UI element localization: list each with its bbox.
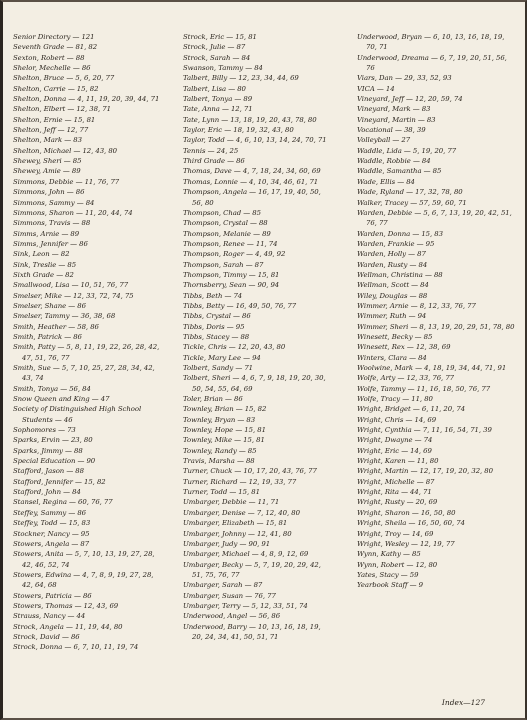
index-entry: Winters, Clara — 84 [357, 353, 427, 362]
index-entry: Vocational — 38, 39 [357, 126, 426, 135]
index-entry: Tibbs, Crystal — 86 [183, 312, 251, 321]
index-entry: Winesett, Rex — 12, 38, 69 [357, 343, 451, 352]
index-entry: Townley, Hope — 15, 81 [183, 426, 266, 435]
index-entry: Waddle, Lida — 5, 19, 20, 77 [357, 146, 457, 155]
index-entry: Thompson, Chad — 85 [183, 208, 261, 217]
index-entry: Stafford, Jason — 88 [13, 467, 84, 476]
index-entry: Shelton, Carrie — 15, 82 [13, 84, 99, 93]
index-entry: Waddle, Robbie — 84 [357, 157, 431, 166]
index-entry: Vineyard, Jeff — 12, 20, 59, 74 [357, 95, 463, 104]
index-entry: Strock, Eric — 15, 81 [183, 33, 257, 41]
index-entry: Woolwine, Mark — 4, 18, 19, 34, 44, 71, 91 [357, 364, 507, 372]
index-entry: Strock, Angela — 11, 19, 44, 80 [13, 622, 123, 631]
index-entry: Umbarger, Judy — 90, 91 [183, 539, 271, 548]
index-entry: Steffey, Sammy — 86 [13, 508, 86, 517]
index-entry: Smelser, Shane — 86 [13, 301, 86, 310]
index-entry: Yearbook Staff — 9 [357, 581, 423, 590]
index-column-2 [183, 32, 333, 642]
index-entry: Sixth Grade — 82 [13, 270, 74, 279]
index-entry: Tibbs, Doris — 95 [183, 322, 245, 331]
index-entry: Thompson, Sarah — 87 [183, 260, 264, 269]
index-entry: Underwood, Dreama — 6, 7, 19, 20, 51, 56, 76 [357, 53, 507, 73]
index-entry: Seventh Grade — 81, 82 [13, 43, 98, 52]
index-entry: Vineyard, Mark — 83 [357, 105, 431, 114]
index-entry: Tennis — 24, 25 [183, 146, 239, 155]
index-entry: VICA — 14 [357, 84, 395, 93]
index-entry: Smith, Tonya — 56, 84 [13, 384, 91, 393]
index-entry: Thompson, Timmy — 15, 81 [183, 270, 280, 279]
index-entry: Wimmer, Arnie — 8, 12, 33, 76, 77 [357, 301, 476, 310]
index-entry: Warden, Donna — 15, 83 [357, 229, 443, 238]
index-entry: Townley, Randy — 85 [183, 446, 257, 455]
index-entry: Wright, Cynthia — 7, 11, 16, 54, 71, 39 [357, 426, 492, 435]
index-entry: Underwood, Angel — 56, 86 [183, 612, 281, 621]
index-entry: Thomas, Lonnie — 4, 10, 34, 46, 61, 71 [183, 177, 319, 186]
index-entry: Tibbs, Stacey — 88 [183, 332, 250, 341]
index-entry: Viars, Dan — 29, 33, 52, 93 [357, 74, 452, 83]
index-entry: Wright, Sheila — 16, 50, 60, 74 [357, 519, 465, 528]
index-entry: Stowers, Anita — 5, 7, 10, 13, 19, 27, 28, 42, 46, 52, 74 [13, 550, 155, 569]
index-entry: Tolbert, Sandy — 71 [183, 364, 254, 372]
index-entry: Sink, Treslie — 85 [13, 260, 77, 269]
index-column-3 [357, 32, 517, 591]
index-entry: Umbarger, Susan — 76, 77 [183, 591, 276, 600]
index-entry: Tate, Anna — 12, 71 [183, 105, 253, 114]
index-entry: Wimmer, Ruth — 94 [357, 312, 427, 321]
index-entry: Smelser, Tammy — 36, 38, 68 [13, 312, 116, 321]
index-entry: Wright, Troy — 14, 69 [357, 529, 434, 538]
index-entry: Volleyball — 27 [357, 136, 411, 145]
index-column-1 [13, 32, 163, 653]
index-entry: Talbert, Lisa — 80 [183, 84, 246, 93]
index-entry: Wright, Michelle — 87 [357, 477, 435, 486]
index-entry: Thornsberry, Sean — 90, 94 [183, 281, 280, 290]
index-entry: Strock, Donna — 6, 7, 10, 11, 19, 74 [13, 643, 139, 652]
index-entry: Society of Distinguished High School Students — 46 [13, 405, 142, 424]
index-entry: Sparks, Jimmy — 88 [13, 446, 83, 455]
index-entry: Shelton, Mark — 83 [13, 136, 82, 145]
index-entry: Umbarger, Johnny — 12, 41, 80 [183, 529, 292, 538]
index-entry: Winesett, Becky — 85 [357, 332, 433, 341]
index-entry: Turner, Todd — 15, 81 [183, 488, 260, 497]
index-entry: Wright, Sharon — 16, 50, 80 [357, 508, 456, 517]
index-entry: Townley, Brian — 15, 82 [183, 405, 267, 414]
index-entry: Shelton, Bruce — 5, 6, 20, 77 [13, 74, 115, 83]
index-entry: Smith, Sue — 5, 7, 10, 25, 27, 28, 34, 42, 43, 74 [13, 364, 155, 383]
index-entry: Vineyard, Martin — 83 [357, 115, 436, 124]
index-entry: Shelton, Donna — 4, 11, 19, 20, 39, 44, 71 [13, 95, 160, 104]
index-entry: Tibbs, Betty — 16, 49, 50, 76, 77 [183, 301, 297, 310]
index-entry: Wynn, Kathy — 85 [357, 550, 421, 559]
index-entry: Umbarger, Elizabeth — 15, 81 [183, 519, 288, 528]
index-entry: Smallwood, Lisa — 10, 51, 76, 77 [13, 281, 129, 290]
index-entry: Talbert, Billy — 12, 23, 34, 44, 69 [183, 74, 299, 83]
index-entry: Simms, Jennifer — 86 [13, 239, 88, 248]
index-entry: Umbarger, Michael — 4, 8, 9, 12, 69 [183, 550, 309, 559]
index-entry: Thompson, Melanie — 89 [183, 229, 271, 238]
index-entry: Special Education — 90 [13, 457, 96, 466]
index-entry: Underwood, Bryan — 6, 10, 13, 16, 18, 19, 70, 71 [357, 33, 505, 52]
index-entry: Taylor, Eric — 18, 19, 32, 43, 80 [183, 126, 294, 135]
index-entry: Thompson, Roger — 4, 49, 92 [183, 250, 286, 259]
index-entry: Sink, Leon — 82 [13, 250, 70, 259]
index-entry: Townley, Bryan — 83 [183, 415, 256, 424]
index-entry: Tickle, Chris — 12, 20, 43, 80 [183, 343, 286, 352]
index-entry: Wynn, Robert — 12, 80 [357, 560, 438, 569]
index-entry: Smith, Heather — 58, 86 [13, 322, 99, 331]
index-entry: Steffey, Todd — 15, 83 [13, 519, 91, 528]
index-entry: Travis, Marsha — 88 [183, 457, 255, 466]
index-entry: Simmons, John — 86 [13, 188, 85, 197]
index-entry: Sexton, Robert — 88 [13, 53, 85, 62]
index-entry: Wellman, Scott — 84 [357, 281, 429, 290]
index-entry: Wright, Wesley — 12, 19, 77 [357, 539, 455, 548]
index-entry: Shelton, Ernie — 15, 81 [13, 115, 96, 124]
index-entry: Wolfe, Arty — 12, 33, 76, 77 [357, 374, 454, 383]
index-entry: Simmons, Travis — 88 [13, 219, 91, 228]
index-entry: Wolfe, Tammy — 11, 16, 18, 50, 76, 77 [357, 384, 491, 393]
index-entry: Shelton, Michael — 12, 43, 80 [13, 146, 118, 155]
index-entry: Shewey, Sheri — 85 [13, 157, 82, 166]
index-entry: Stafford, Jennifer — 15, 82 [13, 477, 106, 486]
index-entry: Wade, Ryland — 17, 32, 78, 80 [357, 188, 463, 197]
index-entry: Umbarger, Becky — 5, 7, 19, 20, 29, 42, 51, 75, 76, 77 [183, 560, 321, 579]
index-entry: Taylor, Todd — 4, 6, 10, 13, 14, 24, 70, 71 [183, 136, 327, 145]
index-entry: Smith, Patty — 5, 8, 11, 19, 22, 26, 28, 42, 47, 51, 76, 77 [13, 343, 160, 362]
index-entry: Stowers, Angela — 87 [13, 539, 90, 548]
index-entry: Umbarger, Sarah — 87 [183, 581, 263, 590]
index-entry: Thompson, Angela — 16, 17, 19, 40, 50, 56, 80 [183, 188, 321, 207]
index-entry: Umbarger, Debbie — 11, 71 [183, 498, 280, 507]
index-entry: Tibbs, Beth — 74 [183, 291, 243, 300]
index-entry: Wright, Karen — 11, 80 [357, 457, 439, 466]
index-entry: Simms, Arnie — 89 [13, 229, 80, 238]
index-entry: Simmons, Sharon — 11, 20, 44, 74 [13, 208, 133, 217]
index-entry: Third Grade — 86 [183, 157, 245, 166]
index-entry: Stansel, Regina — 60, 76, 77 [13, 498, 113, 507]
index-entry: Wiley, Douglas — 88 [357, 291, 428, 300]
index-entry: Wright, Eric — 14, 69 [357, 446, 432, 455]
index-entry: Underwood, Barry — 10, 13, 16, 18, 19, 20, 24, 34, 41, 50, 51, 71 [183, 622, 321, 641]
index-entry: Shelton, Elbert — 12, 38, 71 [13, 105, 111, 114]
index-entry: Strock, Julie — 87 [183, 43, 246, 52]
index-entry: Thomas, Dave — 4, 7, 18, 24, 34, 60, 69 [183, 167, 321, 176]
index-entry: Wellman, Christina — 88 [357, 270, 443, 279]
index-entry: Shewey, Amie — 89 [13, 167, 81, 176]
index-entry: Smelser, Mike — 12, 33, 72, 74, 75 [13, 291, 134, 300]
index-entry: Wright, Bridget — 6, 11, 20, 74 [357, 405, 466, 414]
index-entry: Wright, Rita — 44, 71 [357, 488, 432, 497]
index-entry: Wolfe, Tracy — 11, 80 [357, 395, 433, 404]
index-entry: Strock, David — 86 [13, 632, 80, 641]
index-entry: Tickle, Mary Lee — 94 [183, 353, 261, 362]
index-entry: Senior Directory — 121 [13, 33, 95, 41]
index-entry: Wade, Ellis — 84 [357, 177, 415, 186]
index-entry: Wright, Dwayne — 74 [357, 436, 433, 445]
index-entry: Stockner, Nancy — 95 [13, 529, 90, 538]
index-entry: Wright, Rusty — 20, 69 [357, 498, 438, 507]
index-entry: Warden, Rusty — 84 [357, 260, 428, 269]
index-entry: Talbert, Tonya — 89 [183, 95, 253, 104]
index-entry: Stowers, Patricia — 86 [13, 591, 92, 600]
index-entry: Strauss, Nancy — 44 [13, 612, 86, 621]
index-entry: Wright, Chris — 14, 69 [357, 415, 437, 424]
index-entry: Wright, Martin — 12, 17, 19, 20, 32, 80 [357, 467, 493, 476]
index-entry: Stowers, Thomas — 12, 43, 69 [13, 601, 119, 610]
index-entry: Swanson, Tammy — 84 [183, 64, 263, 73]
index-entry: Wimmer, Sheri — 8, 13, 19, 20, 29, 51, 78, 80 [357, 322, 515, 331]
index-entry: Yates, Stacy — 59 [357, 570, 419, 579]
index-entry: Walker, Tracey — 57, 59, 60, 71 [357, 198, 467, 207]
index-entry: Sparks, Ervin — 23, 80 [13, 436, 93, 445]
index-entry: Stowers, Edwina — 4, 7, 8, 9, 19, 27, 28, 42, 64, 68 [13, 570, 154, 590]
index-entry: Simmons, Debbie — 11, 76, 77 [13, 177, 120, 186]
index-entry: Simmons, Sammy — 84 [13, 198, 95, 207]
index-entry: Sophomores — 73 [13, 426, 76, 435]
index-entry: Shelton, Jeff — 12, 77 [13, 126, 89, 135]
index-entry: Warden, Debbie — 5, 6, 7, 13, 19, 20, 42, 51, 76, 77 [357, 208, 512, 228]
index-entry: Townley, Mike — 15, 81 [183, 436, 265, 445]
index-entry: Strock, Sarah — 84 [183, 53, 251, 62]
index-entry: Waddle, Samantha — 85 [357, 167, 442, 176]
index-entry: Stafford, John — 84 [13, 488, 81, 497]
index-entry: Tolbert, Sheri — 4, 6, 7, 9, 18, 19, 20, 30, 50, 54, 55, 64, 69 [183, 374, 326, 393]
index-entry: Shelor, Mechelle — 86 [13, 64, 91, 73]
index-entry: Umbarger, Terry — 5, 12, 33, 51, 74 [183, 601, 308, 610]
index-entry: Turner, Richard — 12, 19, 33, 77 [183, 477, 297, 486]
index-entry: Tate, Lynn — 13, 18, 19, 20, 43, 78, 80 [183, 115, 317, 124]
index-entry: Turner, Chuck — 10, 17, 20, 43, 76, 77 [183, 467, 317, 476]
index-entry: Thompson, Crystal — 88 [183, 219, 268, 228]
index-entry: Snow Queen and King — 47 [13, 395, 110, 404]
index-entry: Thompson, Renee — 11, 74 [183, 239, 278, 248]
page-footer: Index—127 [441, 698, 485, 707]
index-entry: Warden, Frankie — 95 [357, 239, 435, 248]
index-entry: Smith, Patrick — 86 [13, 332, 82, 341]
index-entry: Umbarger, Denise — 7, 12, 40, 80 [183, 508, 300, 517]
index-entry: Toler, Brian — 86 [183, 395, 243, 404]
index-entry: Warden, Holly — 87 [357, 250, 426, 259]
